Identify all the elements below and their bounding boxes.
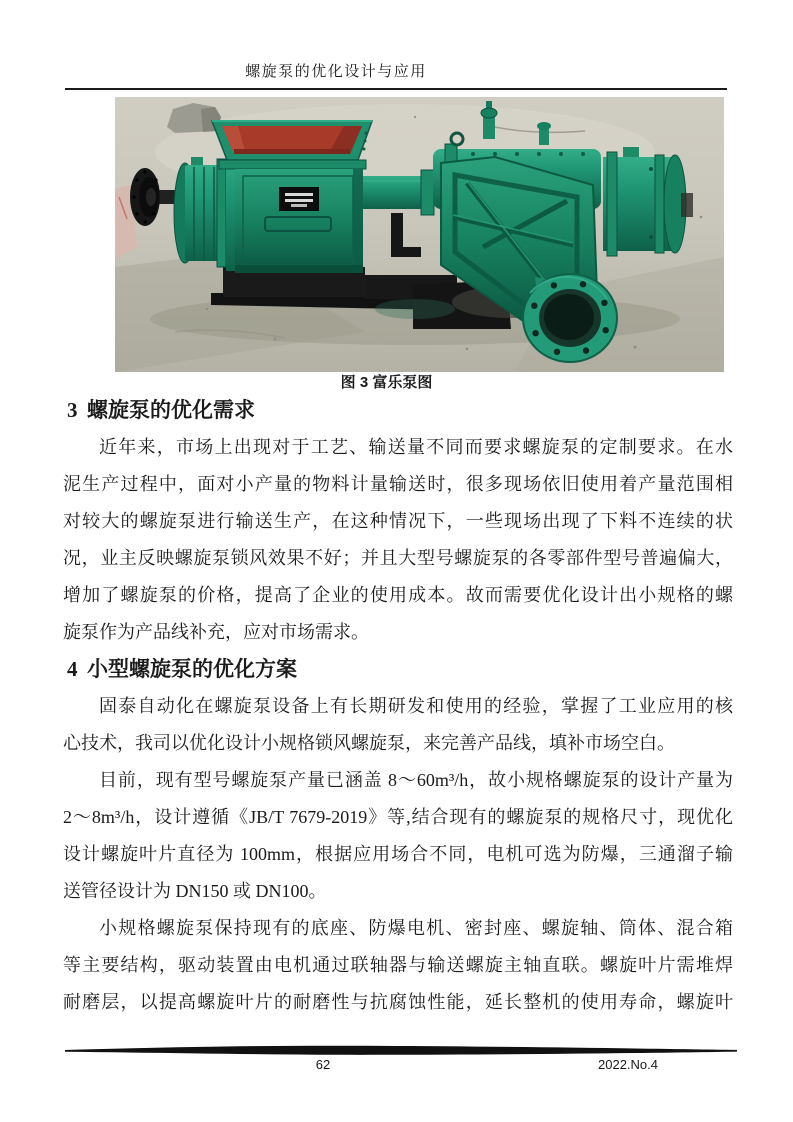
paragraph — [63, 910, 733, 1021]
text-line: 泥生产过程中，面对小产量的物料计量输送时，很多现场依旧使用着产量范围相 — [63, 474, 733, 494]
pump-photo-illustration — [115, 97, 724, 372]
header-rule — [65, 88, 727, 90]
page-number: 62 — [315, 1057, 331, 1072]
footer-divider — [0, 1042, 793, 1060]
figure-pump-photo — [115, 97, 724, 372]
text-line: 心技术，我司以优化设计小规格锁风螺旋泵，来完善产品线，填补市场空白。 — [63, 733, 675, 753]
paragraph — [63, 688, 733, 762]
section-title: 小型螺旋泵的优化方案 — [87, 658, 297, 681]
section-title: 螺旋泵的优化需求 — [87, 399, 255, 422]
issue-label: 2022.No.4 — [598, 1057, 658, 1072]
text-line: 近年来，市场上出现对于工艺、输送量不同而要求螺旋泵的定制要求。在水 — [99, 437, 733, 457]
text-line: 旋泵作为产品线补充，应对市场需求。 — [63, 622, 369, 642]
text-line: 设计螺旋叶片直径为 100mm，根据应用场合不同，电机可选为防爆，三通溜子输 — [63, 844, 733, 864]
text-line: 况，业主反映螺旋泵锁风效果不好；并且大型号螺旋泵的各零部件型号普遍偏大， — [63, 548, 733, 568]
figure-caption: 图 3 富乐泵图 — [340, 374, 433, 391]
text-line: 固泰自动化在螺旋泵设备上有长期研发和使用的经验，掌握了工业应用的核 — [99, 696, 733, 716]
section-heading — [63, 392, 733, 429]
text-line: 小规格螺旋泵保持现有的底座、防爆电机、密封座、螺旋轴、筒体、混合箱 — [99, 918, 733, 938]
text-line: 耐磨层，以提高螺旋叶片的耐磨性与抗腐蚀性能，延长整机的使用寿命，螺旋叶 — [63, 992, 733, 1012]
section-number: 3 — [67, 398, 78, 422]
right-drum — [603, 147, 693, 256]
content-area — [63, 392, 733, 1021]
text-line: 等主要结构，驱动装置由电机通过联轴器与输送螺旋主轴直联。螺旋叶片需堆焊 — [63, 955, 733, 975]
paragraph — [63, 429, 733, 651]
text-line: 2～8m³/h，设计遵循《JB/T 7679-2019》等,结合现有的螺旋泵的规格尺寸，现优化 — [63, 807, 733, 827]
text-line: 对较大的螺旋泵进行输送生产，在这种情况下，一些现场出现了下料不连续的状 — [63, 511, 733, 531]
text-line: 送管径设计为 DN150 或 DN100。 — [63, 881, 327, 901]
paragraph — [63, 762, 733, 910]
section-heading — [63, 651, 733, 688]
text-line: 目前，现有型号螺旋泵产量已涵盖 8～60m³/h，故小规格螺旋泵的设计产量为 — [99, 770, 733, 790]
feed-hopper — [212, 121, 372, 169]
section-number: 4 — [67, 657, 78, 681]
text-line: 增加了螺旋泵的价格，提高了企业的使用成本。故而需要优化设计出小规格的螺 — [63, 585, 733, 605]
running-head-title: 螺旋泵的优化设计与应用 — [245, 64, 427, 80]
nameplate — [279, 187, 319, 211]
outlet-flange — [523, 274, 617, 362]
